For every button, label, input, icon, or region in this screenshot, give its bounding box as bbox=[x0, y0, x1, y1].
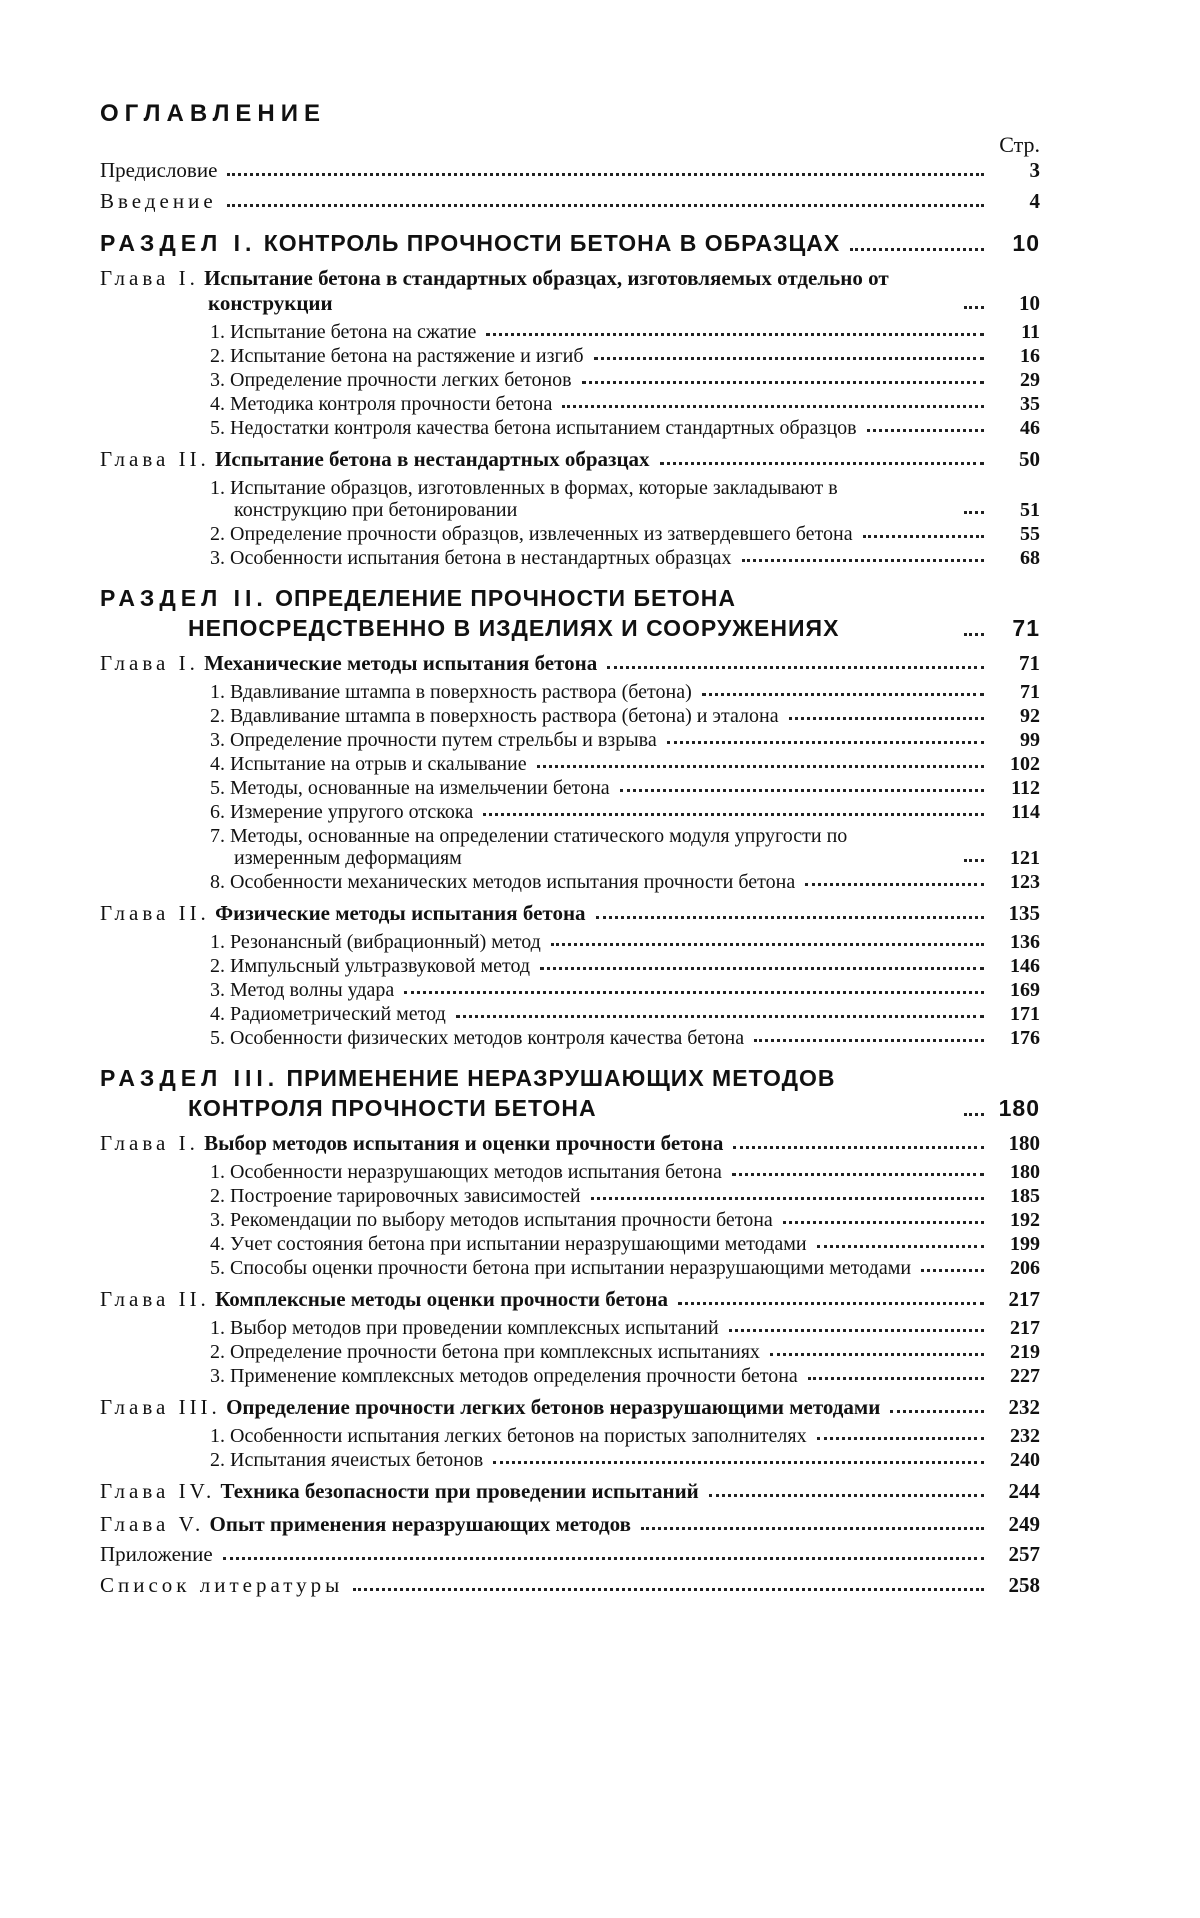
toc-entry-text: 3. Определение прочности легких бетонов bbox=[210, 369, 572, 391]
toc-item-row bbox=[100, 1317, 1040, 1339]
toc-page-number: 50 bbox=[1019, 447, 1040, 471]
toc-item-row bbox=[100, 1365, 1040, 1387]
dot-leader bbox=[678, 1302, 984, 1305]
toc-page-number: 217 bbox=[1008, 1287, 1040, 1311]
toc-top-row bbox=[100, 158, 1040, 183]
toc-page-number: 11 bbox=[1021, 321, 1040, 343]
toc-entry-title bbox=[210, 321, 476, 343]
toc-item-row bbox=[100, 1027, 1040, 1049]
toc-entry-text: 1. Вдавливание штампа в поверхность раствора (бетона) bbox=[210, 681, 692, 703]
toc-page-number: 176 bbox=[1010, 1027, 1040, 1049]
toc-entry-title bbox=[210, 753, 527, 775]
toc-entry-title bbox=[210, 705, 779, 727]
toc-entry-text: 4. Радиометрический метод bbox=[210, 1003, 446, 1025]
toc-entry-title bbox=[100, 1573, 343, 1598]
toc-item-row bbox=[100, 955, 1040, 977]
toc-item-row bbox=[100, 417, 1040, 439]
toc-entry-text: Испытание бетона в нестандартных образцах bbox=[215, 447, 650, 471]
toc-item-row bbox=[100, 477, 1040, 521]
toc-page-number: 99 bbox=[1020, 729, 1040, 751]
toc-page-number: 185 bbox=[1010, 1185, 1040, 1207]
dot-leader bbox=[964, 306, 984, 309]
toc-entry-title bbox=[100, 1479, 699, 1504]
dot-leader bbox=[537, 765, 984, 768]
dot-leader bbox=[770, 1353, 984, 1356]
dot-leader bbox=[596, 916, 984, 919]
toc-entry-title bbox=[100, 1395, 880, 1420]
toc-entry-text: Техника безопасности при проведении испытаний bbox=[220, 1479, 699, 1503]
toc-item-row bbox=[100, 393, 1040, 415]
toc-entry-text: 2. Определение прочности бетона при комплексных испытаниях bbox=[210, 1341, 760, 1363]
dot-leader bbox=[732, 1173, 984, 1176]
toc-page-number: 35 bbox=[1020, 393, 1040, 415]
toc-entry-title bbox=[100, 228, 840, 258]
toc-entry-title bbox=[210, 417, 857, 439]
toc-page-number: 121 bbox=[1010, 847, 1040, 869]
toc-entry-text: 3. Метод волны удара bbox=[210, 979, 395, 1001]
toc-item-row bbox=[100, 1425, 1040, 1447]
dot-leader bbox=[890, 1410, 984, 1413]
toc-item-row bbox=[100, 1233, 1040, 1255]
dot-leader bbox=[353, 1588, 984, 1591]
toc-entry-label: Глава II. bbox=[100, 1287, 210, 1311]
dot-leader bbox=[667, 741, 984, 744]
dot-leader bbox=[540, 967, 984, 970]
toc-page-number: 258 bbox=[1008, 1573, 1040, 1597]
toc-item-row bbox=[100, 801, 1040, 823]
toc-entry-text: 1. Испытание образцов, изготовленных в формах, которые закладывают в конструкцию при бетонировании bbox=[210, 477, 838, 521]
toc-page-number: 199 bbox=[1010, 1233, 1040, 1255]
toc-entry-text: 2. Испытание бетона на растяжение и изгиб bbox=[210, 345, 584, 367]
toc-entry-title bbox=[100, 1131, 723, 1156]
table-of-contents bbox=[100, 100, 1040, 1604]
dot-leader bbox=[921, 1269, 984, 1272]
toc-entry-title bbox=[210, 547, 732, 569]
toc-entry-label: Глава I. bbox=[100, 1131, 199, 1155]
dot-leader bbox=[964, 1113, 984, 1116]
page-column-header: Стр. bbox=[999, 132, 1040, 157]
toc-item-row bbox=[100, 523, 1040, 545]
page-title: ОГЛАВЛЕНИЕ bbox=[100, 100, 327, 127]
dot-leader bbox=[729, 1329, 984, 1332]
toc-entry-text: 2. Испытания ячеистых бетонов bbox=[210, 1449, 484, 1471]
toc-entry-text: 2. Определение прочности образцов, извлеченных из затвердевшего бетона bbox=[210, 523, 853, 545]
toc-section-row bbox=[100, 1063, 1040, 1123]
toc-section-row bbox=[100, 583, 1040, 643]
toc-entry-title bbox=[210, 1425, 807, 1447]
toc-top-row bbox=[100, 189, 1040, 214]
toc-entry-title bbox=[210, 729, 657, 751]
toc-entry-text: Выбор методов испытания и оценки прочности бетона bbox=[204, 1131, 724, 1155]
dot-leader bbox=[620, 789, 984, 792]
toc-page-number: 257 bbox=[1008, 1542, 1040, 1566]
toc-item-row bbox=[100, 931, 1040, 953]
toc-entry-text: 3. Определение прочности путем стрельбы и взрыва bbox=[210, 729, 657, 751]
toc-entry-text: Приложение bbox=[100, 1542, 213, 1566]
toc-chapter-row bbox=[100, 447, 1040, 472]
toc-item-row bbox=[100, 1257, 1040, 1279]
toc-entry-title bbox=[210, 979, 394, 1001]
toc-entry-title bbox=[210, 871, 795, 893]
dot-leader bbox=[817, 1245, 984, 1248]
toc-item-row bbox=[100, 825, 1040, 869]
toc-entry-title bbox=[210, 931, 541, 953]
toc-page-number: 232 bbox=[1008, 1395, 1040, 1419]
toc-list bbox=[100, 158, 1040, 1598]
dot-leader bbox=[607, 666, 984, 669]
toc-page-number: 232 bbox=[1010, 1425, 1040, 1447]
toc-entry-text: 2. Вдавливание штампа в поверхность раствора (бетона) и эталона bbox=[210, 705, 779, 727]
dot-leader bbox=[591, 1197, 984, 1200]
dot-leader bbox=[783, 1221, 984, 1224]
toc-entry-label: РАЗДЕЛ II. bbox=[100, 585, 268, 611]
dot-leader bbox=[227, 173, 984, 176]
toc-chapter-row bbox=[100, 1512, 1040, 1537]
toc-entry-title bbox=[210, 1209, 773, 1231]
toc-entry-title bbox=[210, 345, 584, 367]
toc-entry-text: Опыт применения неразрушающих методов bbox=[209, 1512, 631, 1536]
toc-page-number: 114 bbox=[1011, 801, 1040, 823]
toc-entry-title bbox=[210, 1341, 760, 1363]
dot-leader bbox=[483, 813, 984, 816]
toc-entry-text: Физические методы испытания бетона bbox=[215, 901, 586, 925]
toc-entry-text: 1. Особенности неразрушающих методов испытания бетона bbox=[210, 1161, 722, 1183]
toc-entry-title bbox=[210, 1185, 581, 1207]
toc-entry-title bbox=[210, 955, 530, 977]
toc-page-number: 10 bbox=[1019, 291, 1040, 315]
dot-leader bbox=[594, 357, 984, 360]
dot-leader bbox=[808, 1377, 984, 1380]
toc-entry-title bbox=[210, 681, 692, 703]
toc-page-number: 171 bbox=[1010, 1003, 1040, 1025]
dot-leader bbox=[641, 1527, 984, 1530]
toc-page-number: 206 bbox=[1010, 1257, 1040, 1279]
toc-page-number: 4 bbox=[1029, 189, 1040, 213]
toc-page-number: 112 bbox=[1011, 777, 1040, 799]
dot-leader bbox=[754, 1039, 984, 1042]
dot-leader bbox=[660, 462, 984, 465]
toc-entry-label: Глава V. bbox=[100, 1512, 205, 1536]
toc-chapter-row bbox=[100, 651, 1040, 676]
toc-entry-text: Предисловие bbox=[100, 158, 218, 182]
toc-entry-text: 3. Рекомендации по выбору методов испытания прочности бетона bbox=[210, 1209, 773, 1231]
dot-leader bbox=[817, 1437, 984, 1440]
toc-item-row bbox=[100, 547, 1040, 569]
toc-item-row bbox=[100, 1341, 1040, 1363]
toc-page-number: 180 bbox=[998, 1095, 1040, 1121]
toc-page-number: 68 bbox=[1020, 547, 1040, 569]
toc-entry-text: 3. Применение комплексных методов определения прочности бетона bbox=[210, 1365, 798, 1387]
toc-item-row bbox=[100, 1185, 1040, 1207]
toc-entry-title bbox=[100, 189, 217, 214]
toc-entry-text: КОНТРОЛЬ ПРОЧНОСТИ БЕТОНА В ОБРАЗЦАХ bbox=[263, 230, 841, 256]
toc-entry-title bbox=[100, 266, 954, 316]
toc-top-row bbox=[100, 1542, 1040, 1567]
toc-page-number: 71 bbox=[1019, 651, 1040, 675]
toc-section-row bbox=[100, 228, 1040, 258]
dot-leader bbox=[805, 883, 984, 886]
toc-item-row bbox=[100, 979, 1040, 1001]
toc-entry-label: РАЗДЕЛ I. bbox=[100, 230, 257, 256]
toc-entry-text: Испытание бетона в стандартных образцах, изготовляемых отдельно от конструкции bbox=[204, 266, 889, 315]
toc-item-row bbox=[100, 1003, 1040, 1025]
toc-entry-text: ПРИМЕНЕНИЕ НЕРАЗРУШАЮЩИХ МЕТОДОВ КОНТРОЛЯ ПРОЧНОСТИ БЕТОНА bbox=[188, 1065, 836, 1121]
toc-entry-text: Механические методы испытания бетона bbox=[204, 651, 598, 675]
dot-leader bbox=[850, 248, 984, 251]
toc-entry-title bbox=[210, 1317, 719, 1339]
toc-entry-label: Глава II. bbox=[100, 901, 210, 925]
toc-item-row bbox=[100, 705, 1040, 727]
toc-page-number: 240 bbox=[1010, 1449, 1040, 1471]
toc-item-row bbox=[100, 345, 1040, 367]
toc-page-number: 217 bbox=[1010, 1317, 1040, 1339]
toc-item-row bbox=[100, 729, 1040, 751]
toc-entry-title bbox=[100, 158, 217, 183]
dot-leader bbox=[867, 429, 984, 432]
dot-leader bbox=[404, 991, 984, 994]
toc-entry-title bbox=[210, 801, 473, 823]
dot-leader bbox=[486, 333, 984, 336]
toc-item-row bbox=[100, 1161, 1040, 1183]
toc-entry-text: 6. Измерение упругого отскока bbox=[210, 801, 474, 823]
toc-entry-title bbox=[210, 777, 610, 799]
toc-entry-label: РАЗДЕЛ III. bbox=[100, 1065, 280, 1091]
toc-entry-title bbox=[210, 477, 954, 521]
toc-entry-text: 1. Резонансный (вибрационный) метод bbox=[210, 931, 541, 953]
dot-leader bbox=[742, 559, 984, 562]
toc-page-number: 10 bbox=[1012, 230, 1040, 256]
toc-entry-text: 4. Методика контроля прочности бетона bbox=[210, 393, 553, 415]
toc-entry-text: 5. Способы оценки прочности бетона при испытании неразрушающими методами bbox=[210, 1257, 912, 1279]
toc-page-number: 180 bbox=[1008, 1131, 1040, 1155]
toc-item-row bbox=[100, 1209, 1040, 1231]
toc-page-number: 146 bbox=[1010, 955, 1040, 977]
toc-entry-title bbox=[210, 1233, 807, 1255]
toc-entry-text: 8. Особенности механических методов испытания прочности бетона bbox=[210, 871, 796, 893]
toc-page-number: 227 bbox=[1010, 1365, 1040, 1387]
toc-entry-text: Комплексные методы оценки прочности бетона bbox=[215, 1287, 668, 1311]
toc-chapter-row bbox=[100, 266, 1040, 316]
toc-entry-text: 1. Особенности испытания легких бетонов на пористых заполнителях bbox=[210, 1425, 807, 1447]
toc-entry-title bbox=[100, 1542, 213, 1567]
toc-page-number: 192 bbox=[1010, 1209, 1040, 1231]
toc-entry-text: 1. Испытание бетона на сжатие bbox=[210, 321, 477, 343]
toc-entry-label: Глава II. bbox=[100, 447, 210, 471]
toc-entry-title bbox=[210, 369, 572, 391]
toc-entry-title bbox=[100, 583, 954, 643]
toc-page-number: 102 bbox=[1010, 753, 1040, 775]
toc-chapter-row bbox=[100, 1395, 1040, 1420]
toc-page-number: 136 bbox=[1010, 931, 1040, 953]
toc-entry-label: Глава III. bbox=[100, 1395, 221, 1419]
toc-item-row bbox=[100, 753, 1040, 775]
dot-leader bbox=[456, 1015, 984, 1018]
dot-leader bbox=[733, 1146, 984, 1149]
toc-entry-text: 1. Выбор методов при проведении комплексных испытаний bbox=[210, 1317, 719, 1339]
dot-leader bbox=[223, 1557, 984, 1560]
toc-item-row bbox=[100, 871, 1040, 893]
dot-leader bbox=[562, 405, 984, 408]
toc-entry-label: Глава I. bbox=[100, 651, 199, 675]
toc-chapter-row bbox=[100, 1131, 1040, 1156]
toc-page-number: 46 bbox=[1020, 417, 1040, 439]
toc-page-number: 16 bbox=[1020, 345, 1040, 367]
toc-chapter-row bbox=[100, 901, 1040, 926]
toc-entry-text: Список литературы bbox=[100, 1573, 344, 1597]
toc-page-number: 135 bbox=[1008, 901, 1040, 925]
toc-entry-title bbox=[210, 1003, 446, 1025]
toc-entry-title bbox=[210, 1027, 744, 1049]
toc-entry-title bbox=[100, 651, 597, 676]
toc-entry-text: Определение прочности легких бетонов неразрушающими методами bbox=[226, 1395, 881, 1419]
toc-page-number: 71 bbox=[1020, 681, 1040, 703]
toc-page-number: 71 bbox=[1012, 615, 1040, 641]
toc-entry-title bbox=[100, 447, 650, 472]
toc-entry-text: 4. Учет состояния бетона при испытании неразрушающими методами bbox=[210, 1233, 807, 1255]
toc-page-number: 249 bbox=[1008, 1512, 1040, 1536]
dot-leader bbox=[709, 1494, 984, 1497]
toc-entry-title bbox=[210, 393, 552, 415]
toc-item-row bbox=[100, 1449, 1040, 1471]
toc-page-number: 123 bbox=[1010, 871, 1040, 893]
toc-entry-text: 4. Испытание на отрыв и скалывание bbox=[210, 753, 527, 775]
toc-entry-label: Глава IV. bbox=[100, 1479, 216, 1503]
toc-entry-title bbox=[100, 901, 586, 926]
toc-entry-text: 3. Особенности испытания бетона в нестандартных образцах bbox=[210, 547, 732, 569]
toc-item-row bbox=[100, 321, 1040, 343]
toc-entry-title bbox=[100, 1287, 668, 1312]
toc-item-row bbox=[100, 369, 1040, 391]
toc-page-number: 51 bbox=[1020, 499, 1040, 521]
toc-entry-text: 2. Импульсный ультразвуковой метод bbox=[210, 955, 531, 977]
toc-chapter-row bbox=[100, 1479, 1040, 1504]
toc-entry-title bbox=[210, 523, 853, 545]
toc-page-number: 55 bbox=[1020, 523, 1040, 545]
toc-page-number: 29 bbox=[1020, 369, 1040, 391]
toc-entry-text: Введение bbox=[100, 189, 217, 213]
toc-page-number: 180 bbox=[1010, 1161, 1040, 1183]
toc-entry-title bbox=[210, 1365, 798, 1387]
toc-entry-title bbox=[210, 1257, 911, 1279]
toc-item-row bbox=[100, 777, 1040, 799]
toc-item-row bbox=[100, 681, 1040, 703]
toc-entry-title bbox=[100, 1063, 954, 1123]
toc-page-number: 219 bbox=[1010, 1341, 1040, 1363]
toc-page-number: 3 bbox=[1029, 158, 1040, 182]
dot-leader bbox=[964, 859, 984, 862]
toc-top-row bbox=[100, 1573, 1040, 1598]
toc-entry-text: ОПРЕДЕЛЕНИЕ ПРОЧНОСТИ БЕТОНА НЕПОСРЕДСТВЕННО В ИЗДЕЛИЯХ И СООРУЖЕНИЯХ bbox=[188, 585, 840, 641]
toc-entry-text: 7. Методы, основанные на определении статического модуля упругости по измеренным деформациям bbox=[210, 825, 848, 869]
toc-chapter-row bbox=[100, 1287, 1040, 1312]
toc-entry-text: 5. Недостатки контроля качества бетона испытанием стандартных образцов bbox=[210, 417, 857, 439]
toc-entry-title bbox=[100, 1512, 631, 1537]
dot-leader bbox=[227, 204, 984, 207]
dot-leader bbox=[582, 381, 984, 384]
toc-entry-text: 5. Методы, основанные на измельчении бетона bbox=[210, 777, 610, 799]
toc-page-number: 169 bbox=[1010, 979, 1040, 1001]
dot-leader bbox=[964, 511, 984, 514]
dot-leader bbox=[551, 943, 984, 946]
dot-leader bbox=[964, 633, 984, 636]
dot-leader bbox=[702, 693, 984, 696]
toc-entry-title bbox=[210, 1449, 483, 1471]
toc-entry-text: 2. Построение тарировочных зависимостей bbox=[210, 1185, 581, 1207]
toc-entry-title bbox=[210, 825, 954, 869]
dot-leader bbox=[863, 535, 984, 538]
toc-page-number: 92 bbox=[1020, 705, 1040, 727]
dot-leader bbox=[789, 717, 984, 720]
toc-entry-label: Глава I. bbox=[100, 266, 199, 290]
dot-leader bbox=[493, 1461, 984, 1464]
toc-entry-title bbox=[210, 1161, 722, 1183]
toc-entry-text: 5. Особенности физических методов контроля качества бетона bbox=[210, 1027, 745, 1049]
toc-page-number: 244 bbox=[1008, 1479, 1040, 1503]
